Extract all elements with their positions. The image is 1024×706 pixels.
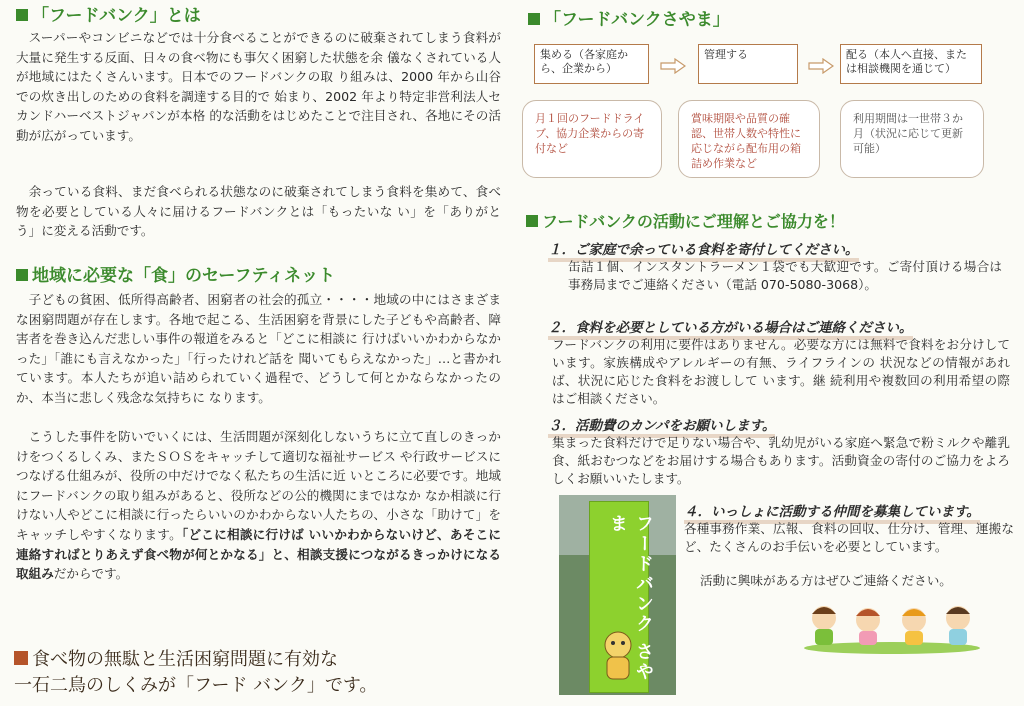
safety-net-bold-text: 「どこに相談に行けば いいかわからないけど、あそこに連絡すればとりあえず食べ物が何とかなる」と、相談支援につながるきっかけになる取組み xyxy=(16,526,501,582)
section-title-text: 「フードバンクさやま」 xyxy=(544,10,730,30)
closing-line-2: 一石二鳥のしくみが「フード バンク」です。 xyxy=(14,675,378,696)
intro-paragraph-2: 余っている食料、まだ食べられる状態なのに破棄されてしまう食料を集めて、食べ物を必要としている人々に届けるフードバンクとは「もったいな い」を「ありがとう」に変える活動です。 xyxy=(16,184,501,239)
bullet-square-icon xyxy=(526,215,538,227)
item-title-donate: １．ご家庭で余っている食料を寄付してください。 xyxy=(548,238,859,262)
safety-net-paragraph-2 xyxy=(16,427,501,584)
item-title-contact: ２．食料を必要としている方がいる場合はご連絡ください。 xyxy=(548,316,913,340)
flow-box-manage: 管理する xyxy=(698,44,798,84)
closing-text-1: 食べ物の無駄と生活困窮問題に有効な xyxy=(32,649,338,670)
flow-note-collect: 月１回のフードドライブ、協力企業からの寄付など xyxy=(522,100,662,178)
section-title-text: 地域に必要な「食」のセーフティネット xyxy=(32,266,336,286)
section-title-text: フードバンクの活動にご理解とご協力を！ xyxy=(542,212,845,231)
flow-note-manage: 賞味期限や品質の確認、世帯人数や特性に応じながら配布用の箱詰め作業など xyxy=(678,100,820,178)
section-title-what-is-foodbank xyxy=(16,6,201,26)
banner-photo xyxy=(559,495,676,695)
item-body-contact: フードバンクの利用に要件はありません。必要な方には無料で食料をお分けしています。家族構成やアレルギーの有無、ライフラインの 状況などの情報があれば、状況に応じた食料をお渡しして います。継 続利用や複数回の利用希望の際はご相談ください。 xyxy=(552,337,1010,406)
section-title-cooperation xyxy=(526,212,845,232)
banner-text: フードバンク さやま xyxy=(607,514,654,683)
arrow-right-icon xyxy=(808,58,834,74)
mascot-icon xyxy=(593,625,643,685)
section-title-text: 「フードバンク」とは xyxy=(32,6,201,26)
arrow-right-icon xyxy=(660,58,686,74)
item-title-volunteer: ４．いっしょに活動する仲間を募集しています。 xyxy=(684,500,980,524)
item-body-volunteer: 各種事務作業、広報、食料の回収、仕分け、管理、運搬など、たくさんのお手伝いを必要としています。 xyxy=(684,521,1014,554)
invite-text: 活動に興味がある方はぜひご連絡ください。 xyxy=(700,573,952,588)
item-body-fund: 集まった食料だけで足りない場合や、乳幼児がいる家庭へ緊急で粉ミルクや離乳食、紙おむつなどをお届けする場合もあります。活動資金の寄付のご協力をよろしくお願いいたします。 xyxy=(552,435,1010,486)
bullet-square-icon xyxy=(16,269,28,281)
safety-net-text: こうした事件を防いでいくには、生活問題が深刻化しないうちに立て直しのきっかけをつくるしくみ、またＳＯＳをキャッチして適切な福祉サービス や行政サービスにつなげる仕組みが、役所の中だけでなく私たちの生活に近 いところに必要です。地域にフードバンクの取り組みがあると、役所などの公的機関にまではなか なか相談に行けない人やどこに相談に行ったらいいのかわからない人たちの、小さな「助けて」をキャッチしやすくなります。 xyxy=(16,429,501,542)
flow-box-collect: 集める（各家庭から、企業から） xyxy=(534,44,649,84)
safety-net-tail-text: だからです。 xyxy=(53,566,129,582)
item-body-donate: 缶詰１個、インスタントラーメン１袋でも大歓迎です。ご寄付頂ける場合は事務局までご連絡ください（電話 070-5080-3068）。 xyxy=(568,259,1002,292)
safety-net-paragraph-1: 子どもの貧困、低所得高齢者、困窮者の社会的孤立・・・・地域の中にはさまざまな困窮問題が存在します。各地で起こる、生活困窮を背景にした子どもや高齢者、障害者を巻き込んだ悲しい事件の報道をみると「どこに相談に 行けばいいかわからなかった」「誰にも言えなかった」「行ったけれど話を 聞いてもらえなかった」…と書かれています。本人たちが追い詰められていく過程で、どうして何とかならなかったのか、本当に悲しく残念な気持ちに なります。 xyxy=(16,292,502,405)
closing-line-1 xyxy=(14,648,338,672)
intro-paragraph-1: スーパーやコンビニなどでは十分食べることができるのに破棄されてしまう食料が大量に発生する反面、日々の食べ物にも事欠く困窮した状態を余 儀なくされている人が地域にはたくさんいます。日本でのフードバンクの取 り組みは、2000 年から山谷での炊き出しのための食料を調達する目的で 始まり、2002 年より特定非営利法人セカンドハーベストジャパンが本格 的な活動をはじめたことで注目され、各地にその活動が広がっています。 xyxy=(16,30,501,143)
children-illustration-icon xyxy=(802,600,982,655)
item-title-fund: ３．活動費のカンパをお願いします。 xyxy=(548,414,775,438)
section-title-sayama xyxy=(528,10,730,30)
flow-note-distribute: 利用期間は一世帯３か月（状況に応じて更新可能） xyxy=(840,100,984,178)
bullet-square-icon xyxy=(528,13,540,25)
bullet-square-icon xyxy=(14,651,28,665)
section-title-safety-net xyxy=(16,266,335,286)
flow-box-distribute: 配る（本人へ直接、または相談機関を通じて） xyxy=(840,44,982,84)
bullet-square-icon xyxy=(16,9,28,21)
